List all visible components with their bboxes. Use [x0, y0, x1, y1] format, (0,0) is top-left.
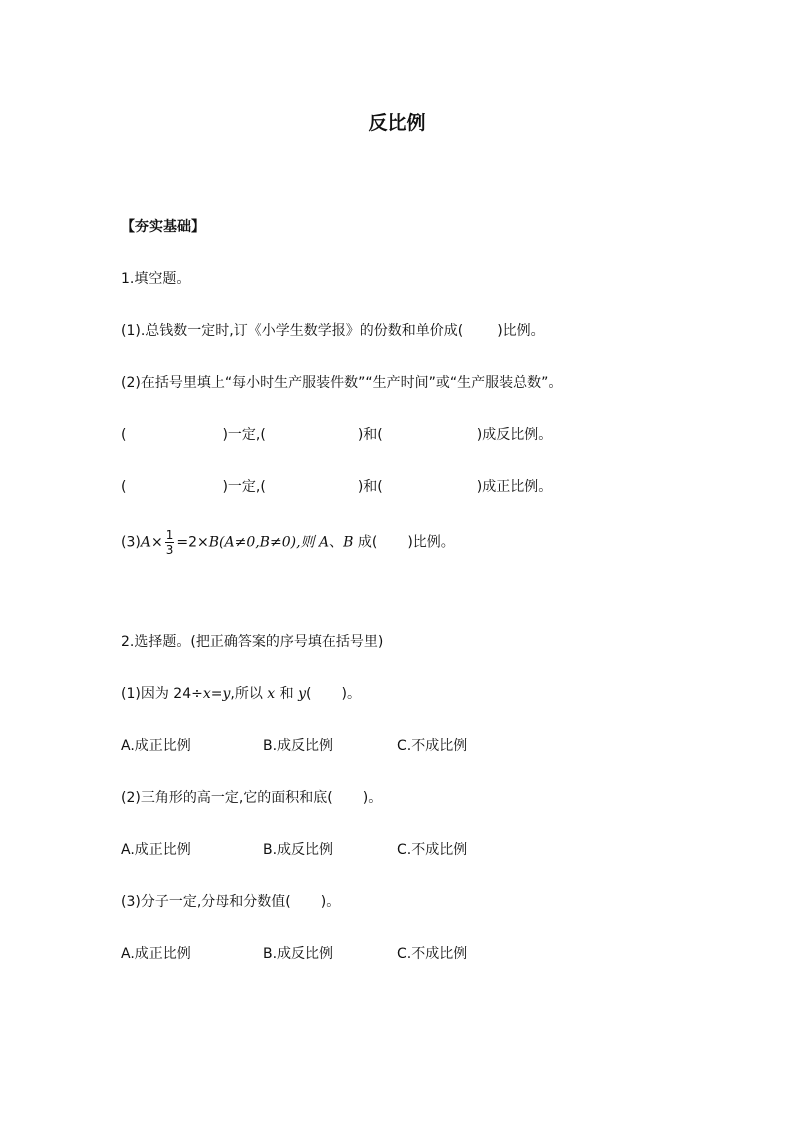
row-text: )。	[341, 686, 361, 702]
part-label: (3)	[121, 534, 141, 551]
times-sign: ×	[150, 534, 163, 551]
option-a[interactable]: A.成正比例	[121, 842, 191, 858]
separator: 、	[329, 534, 344, 551]
q2-part1	[121, 684, 361, 704]
q1-part2-row1	[121, 425, 552, 445]
var-b: B	[208, 534, 220, 551]
var-a: A	[140, 534, 151, 551]
row-text: )成反比例。	[476, 427, 553, 443]
row-text: ,所以	[230, 686, 263, 702]
q2-part3	[121, 892, 340, 912]
q1-part1-text: (1).总钱数一定时,订《小学生数学报》的份数和单价成(	[121, 323, 464, 339]
fraction-one-third	[165, 528, 175, 557]
option-b[interactable]: B.成反比例	[263, 738, 334, 754]
row-text: )。	[362, 790, 383, 806]
option-c[interactable]: C.不成比例	[397, 738, 468, 754]
var-b: B	[343, 534, 354, 551]
option-c[interactable]: C.不成比例	[397, 946, 468, 962]
var-x: x	[202, 686, 211, 702]
option-b[interactable]: B.成反比例	[263, 842, 334, 858]
row-text: 成(	[357, 534, 378, 551]
equation-text: =2×	[176, 534, 209, 551]
q1-part3	[121, 528, 455, 557]
paren-open: (	[121, 427, 127, 443]
option-b[interactable]: B.成反比例	[263, 946, 334, 962]
row-text: )。	[320, 894, 341, 910]
fraction-denominator: 3	[165, 543, 174, 557]
condition-text: (A≠0,B≠0),则	[219, 534, 315, 551]
paren-open: (	[121, 479, 127, 495]
paren-open: (	[306, 686, 312, 702]
row-text: )和(	[357, 427, 383, 443]
row-text: )一定,(	[222, 427, 266, 443]
option-c[interactable]: C.不成比例	[397, 842, 468, 858]
row-text: (3)分子一定,分母和分数值(	[121, 894, 291, 910]
section-heading: 【夯实基础】	[121, 219, 205, 235]
var-y: y	[222, 686, 231, 702]
option-a[interactable]: A.成正比例	[121, 738, 191, 754]
q1-heading: 1.填空题。	[121, 271, 191, 287]
var-x: x	[267, 686, 276, 702]
equals-sign: =	[210, 686, 223, 702]
q1-part1-tail: )比例。	[497, 323, 545, 339]
q2-part2	[121, 788, 382, 808]
option-a[interactable]: A.成正比例	[121, 946, 191, 962]
page-title: 反比例	[368, 112, 426, 134]
row-text: (2)三角形的高一定,它的面积和底(	[121, 790, 333, 806]
q2-heading: 2.选择题。(把正确答案的序号填在括号里)	[121, 634, 384, 650]
var-y: y	[298, 686, 307, 702]
row-text: )一定,(	[222, 479, 266, 495]
q1-part1	[121, 321, 545, 341]
row-text: )和(	[357, 479, 383, 495]
var-a: A	[318, 534, 330, 551]
row-text: 和	[279, 686, 294, 702]
q1-part2: (2)在括号里填上“每小时生产服装件数”“生产时间”或“生产服装总数”。	[121, 375, 563, 391]
q1-part2-row2	[121, 477, 552, 497]
row-text: )比例。	[407, 534, 455, 551]
row-text: (1)因为 24÷	[121, 686, 203, 702]
row-text: )成正比例。	[476, 479, 553, 495]
fraction-numerator: 1	[165, 528, 174, 542]
